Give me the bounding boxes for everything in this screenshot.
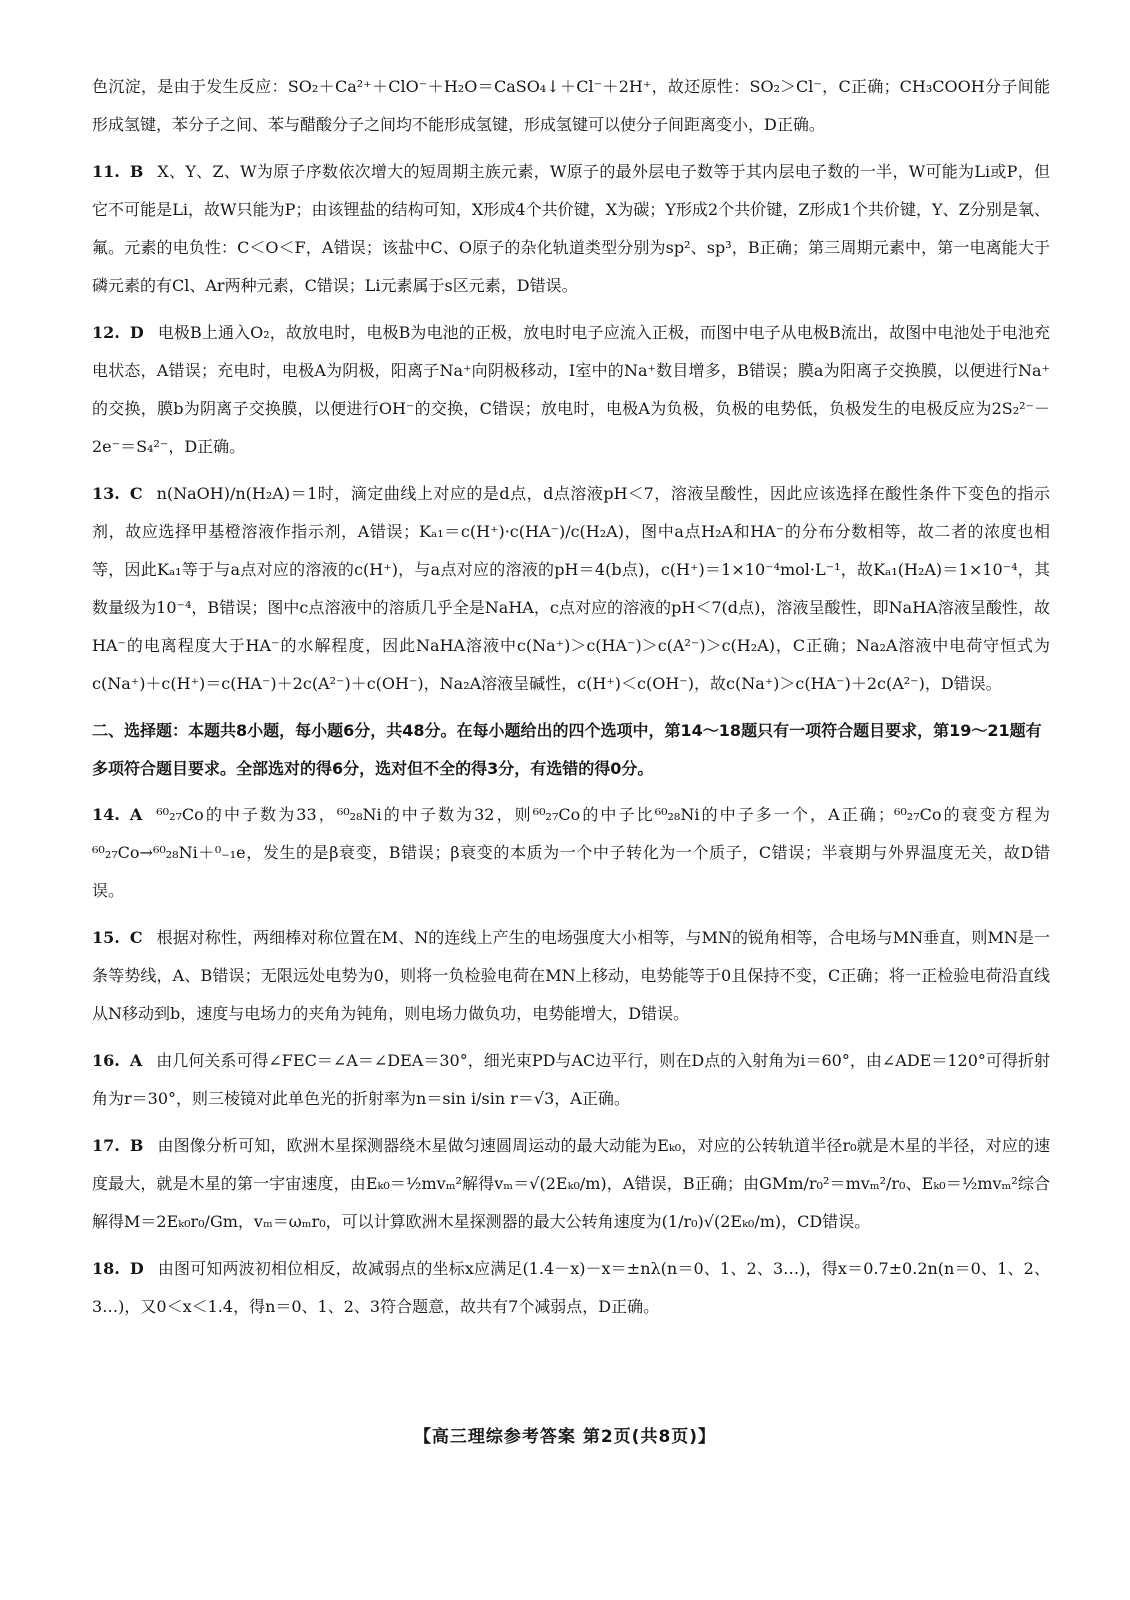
item-explanation: n(NaOH)/n(H₂A)＝1时，滴定曲线上对应的是d点，d点溶液pH＜7，溶液呈酸性，因此应该选择在酸性条件下变色的指示剂，故应选择甲基橙溶液作指示剂，A错误；Kₐ₁＝c(H⁺)·c(HA⁻)/c(H₂A)，图中a点H₂A和HA⁻的分布分数相等，故二者的浓度也相等，因此Kₐ₁等于与a点对应的溶液的c(H⁺)，与a点对应的溶液的pH＝4(b点)，c(H⁺)＝1×10⁻⁴mol·L⁻¹，故Kₐ₁(H₂A)＝1×10⁻⁴，其数量级为10⁻⁴，B错误；图中c点溶液中的溶质几乎全是NaHA，c点对应的溶液的pH＜7(d点)，溶液呈酸性，即NaHA溶液呈酸性，故HA⁻的电离程度大于HA⁻的水解程度，因此NaHA溶液中c(Na⁺)＞c(HA⁻)＞c(A²⁻)＞c(H₂A)，C正确；Na₂A溶液中电荷守恒式为c(Na⁺)＋c(H⁺)＝c(HA⁻)＋2c(A²⁻)＋c(OH⁻)，Na₂A溶液呈碱性，c(H⁺)＜c(OH⁻)，故c(Na⁺)＞c(HA⁻)＋2c(A²⁻)，D错误。	[92, 484, 1050, 693]
physics-answers	[92, 796, 1050, 1326]
page-footer: 【高三理综参考答案 第2页(共8页)】	[413, 1427, 717, 1447]
item-explanation: 电极B上通入O₂，故放电时，电极B为电池的正极，放电时电子应流入正极，而图中电子从电极B流出，故图中电池处于电池充电状态，A错误；充电时，电极A为阴极，阳离子Na⁺向阴极移动，Ⅰ室中的Na⁺数目增多，B错误；膜a为阳离子交换膜，以便进行Na⁺的交换，膜b为阴离子交换膜，以便进行OH⁻的交换，C错误；放电时，电极A为负极，负极的电势低，负极发生的电极反应为2S₂²⁻－2e⁻＝S₄²⁻，D正确。	[92, 323, 1050, 456]
answer-item-12	[92, 314, 1050, 466]
item-explanation: 由几何关系可得∠FEC＝∠A＝∠DEA＝30°，细光束PD与AC边平行，则在D点的入射角为i＝60°，由∠ADE＝120°可得折射角为r＝30°，则三棱镜对此单色光的折射率为n＝sin i/sin r＝√3，A正确。	[92, 1051, 1050, 1108]
item-number: 16.	[92, 1051, 120, 1070]
answer-item-18	[92, 1250, 1050, 1326]
answer-item-17	[92, 1127, 1050, 1241]
item-explanation: 由图像分析可知，欧洲木星探测器绕木星做匀速圆周运动的最大动能为Eₖ₀，对应的公转轨道半径r₀就是木星的半径，对应的速度最大，就是木星的第一宇宙速度，由Eₖ₀＝½mvₘ²解得vₘ＝√(2Eₖ₀/m)，A错误，B正确；由GMm/r₀²＝mvₘ²/r₀、Eₖ₀＝½mvₘ²综合解得M＝2Eₖ₀r₀/Gm，vₘ＝ωₘr₀，可以计算欧洲木星探测器的最大公转角速度为(1/r₀)√(2Eₖ₀/m)，CD错误。	[92, 1136, 1050, 1231]
item-number: 18.	[92, 1259, 120, 1278]
item-number: 12.	[92, 323, 120, 342]
item-number: 15.	[92, 928, 120, 947]
chemistry-answers	[92, 153, 1050, 703]
item-answer: C	[129, 484, 143, 503]
answer-item-14	[92, 796, 1050, 910]
item-answer: C	[129, 928, 143, 947]
answer-item-16	[92, 1042, 1050, 1118]
item-explanation: 根据对称性，两细棒对称位置在M、N的连线上产生的电场强度大小相等，与MN的锐角相等，合电场与MN垂直，则MN是一条等势线，A、B错误；无限远处电势为0，则将一负检验电荷在MN上移动，电势能等于0且保持不变，C正确；将一正检验电荷沿直线从N移动到b，速度与电场力的夹角为钝角，则电场力做负功，电势能增大，D错误。	[92, 928, 1050, 1023]
item-answer: D	[129, 323, 144, 342]
answer-item-11	[92, 153, 1050, 305]
section-2-heading: 二、选择题：本题共8小题，每小题6分，共48分。在每小题给出的四个选项中，第14～18题只有一项符合题目要求，第19～21题有多项符合题目要求。全部选对的得6分，选对但不全的得3分，有选错的得0分。	[92, 721, 1042, 778]
item-answer: D	[129, 1259, 144, 1278]
item-number: 13.	[92, 484, 120, 503]
item-answer: B	[129, 162, 144, 181]
item-answer: B	[129, 1136, 144, 1155]
item-number: 11.	[92, 162, 120, 181]
item-explanation: 由图可知两波初相位相反，故减弱点的坐标x应满足(1.4－x)－x＝±nλ(n＝0、1、2、3…)，得x＝0.7±0.2n(n＝0、1、2、3…)，又0＜x＜1.4，得n＝0、1、2、3符合题意，故共有7个减弱点，D正确。	[92, 1259, 1050, 1316]
item-number: 17.	[92, 1136, 120, 1155]
answer-item-15	[92, 919, 1050, 1033]
item-number: 14.	[92, 805, 120, 824]
item-answer: A	[129, 805, 143, 824]
item-explanation: ⁶⁰₂₇Co的中子数为33，⁶⁰₂₈Ni的中子数为32，则⁶⁰₂₇Co的中子比⁶⁰₂₈Ni的中子多一个，A正确；⁶⁰₂₇Co的衰变方程为⁶⁰₂₇Co→⁶⁰₂₈Ni＋⁰₋₁e，发生的是β衰变，B错误；β衰变的本质为一个中子转化为一个质子，C错误；半衰期与外界温度无关，故D错误。	[92, 805, 1050, 900]
continuation-paragraph: 色沉淀，是由于发生反应：SO₂＋Ca²⁺＋ClO⁻＋H₂O＝CaSO₄↓＋Cl⁻＋2H⁺，故还原性：SO₂＞Cl⁻，C正确；CH₃COOH分子间能形成氢键，苯分子之间、苯与醋酸分子之间均不能形成氢键，形成氢键可以使分子间距离变小，D正确。	[92, 77, 1050, 134]
item-answer: A	[129, 1051, 143, 1070]
answer-item-13	[92, 475, 1050, 703]
item-explanation: X、Y、Z、W为原子序数依次增大的短周期主族元素，W原子的最外层电子数等于其内层电子数的一半，W可能为Li或P，但它不可能是Li，故W只能为P；由该锂盐的结构可知，X形成4个共价键，X为碳；Y形成2个共价键，Z形成1个共价键，Y、Z分别是氧、氟。元素的电负性：C＜O＜F，A错误；该盐中C、O原子的杂化轨道类型分别为sp²、sp³，B正确；第三周期元素中，第一电离能大于磷元素的有Cl、Ar两种元素，C错误；Li元素属于s区元素，D错误。	[92, 162, 1050, 295]
